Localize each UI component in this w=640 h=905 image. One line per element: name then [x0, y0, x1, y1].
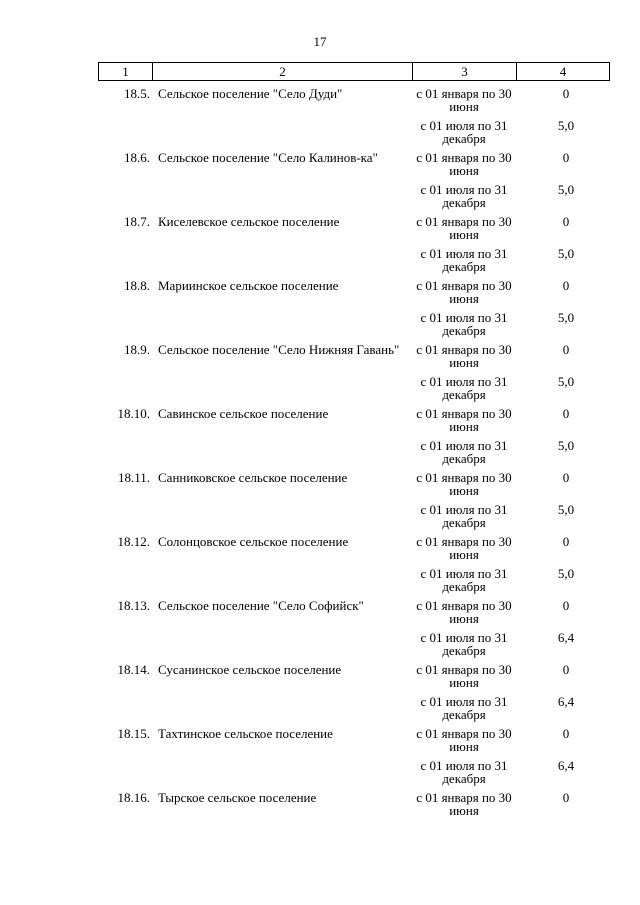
period: с 01 июля по 31 декабря [420, 246, 508, 274]
table-row [98, 663, 610, 695]
period: с 01 января по 30 июня [416, 406, 512, 434]
period: с 01 июля по 31 декабря [420, 182, 508, 210]
page-number: 17 [313, 34, 327, 49]
settlement-name: Тырское сельское поселение [158, 790, 317, 805]
period: с 01 июля по 31 декабря [420, 310, 508, 338]
table-row [98, 247, 610, 279]
settlement-name: Сельское поселение "Село Нижняя Гавань" [158, 342, 400, 357]
rate-value: 0 [562, 278, 570, 293]
rate-value: 0 [562, 86, 570, 101]
table-row [98, 439, 610, 471]
table-row [98, 791, 610, 823]
table-body [98, 87, 610, 823]
row-number: 18.5. [124, 86, 150, 101]
settlement-name: Киселевское сельское поселение [158, 214, 340, 229]
settlement-name: Мариинское сельское поселение [158, 278, 339, 293]
row-number: 18.16. [117, 790, 150, 805]
rate-value: 5,0 [557, 438, 575, 453]
table-row [98, 759, 610, 791]
rate-value: 0 [562, 662, 570, 677]
rate-value: 5,0 [557, 182, 575, 197]
row-number: 18.14. [117, 662, 150, 677]
table-row [98, 471, 610, 503]
table-row [98, 279, 610, 311]
settlement-name: Солонцовское сельское поселение [158, 534, 349, 549]
rate-value: 0 [562, 150, 570, 165]
table-row [98, 407, 610, 439]
period: с 01 июля по 31 декабря [420, 438, 508, 466]
settlement-name: Сельское поселение "Село Дуди" [158, 86, 343, 101]
settlement-name: Сусанинское сельское поселение [158, 662, 342, 677]
rate-value: 0 [562, 598, 570, 613]
table-row [98, 87, 610, 119]
table-row [98, 631, 610, 663]
table-header [98, 62, 610, 81]
rate-value: 0 [562, 214, 570, 229]
period: с 01 января по 30 июня [416, 662, 512, 690]
rate-value: 0 [562, 342, 570, 357]
period: с 01 января по 30 июня [416, 86, 512, 114]
table-row [98, 343, 610, 375]
period: с 01 июля по 31 декабря [420, 118, 508, 146]
period: с 01 июля по 31 декабря [420, 374, 508, 402]
period: с 01 января по 30 июня [416, 150, 512, 178]
table-row [98, 183, 610, 215]
period: с 01 января по 30 июня [416, 342, 512, 370]
header-col-1: 1 [99, 63, 153, 81]
settlement-name: Сельское поселение "Село Софийск" [158, 598, 364, 613]
header-col-2: 2 [153, 63, 413, 81]
header-col-4: 4 [517, 63, 610, 81]
rate-value: 6,4 [557, 758, 575, 773]
rate-value: 0 [562, 534, 570, 549]
rate-value: 5,0 [557, 118, 575, 133]
period: с 01 января по 30 июня [416, 278, 512, 306]
rate-value: 0 [562, 470, 570, 485]
table-row [98, 535, 610, 567]
rate-value: 0 [562, 790, 570, 805]
row-number: 18.13. [117, 598, 150, 613]
settlement-name: Савинское сельское поселение [158, 406, 329, 421]
table-row [98, 215, 610, 247]
period: с 01 июля по 31 декабря [420, 502, 508, 530]
period: с 01 января по 30 июня [416, 598, 512, 626]
period: с 01 января по 30 июня [416, 790, 512, 818]
rate-value: 5,0 [557, 246, 575, 261]
table-row [98, 503, 610, 535]
table-row [98, 727, 610, 759]
table-row [98, 375, 610, 407]
rate-value: 5,0 [557, 374, 575, 389]
settlement-name: Тахтинское сельское поселение [158, 726, 333, 741]
row-number: 18.15. [117, 726, 150, 741]
table-row [98, 311, 610, 343]
rate-value: 6,4 [557, 694, 575, 709]
rate-value: 0 [562, 406, 570, 421]
table-row [98, 119, 610, 151]
period: с 01 июля по 31 декабря [420, 758, 508, 786]
row-number: 18.7. [124, 214, 150, 229]
row-number: 18.10. [117, 406, 150, 421]
rate-value: 6,4 [557, 630, 575, 645]
header-col-3: 3 [413, 63, 517, 81]
rate-value: 5,0 [557, 502, 575, 517]
table-row [98, 567, 610, 599]
period: с 01 января по 30 июня [416, 726, 512, 754]
rate-value: 0 [562, 726, 570, 741]
row-number: 18.12. [117, 534, 150, 549]
row-number: 18.11. [117, 470, 150, 485]
period: с 01 января по 30 июня [416, 470, 512, 498]
table-row [98, 151, 610, 183]
settlement-name: Санниковское сельское поселение [158, 470, 348, 485]
table-row [98, 695, 610, 727]
period: с 01 января по 30 июня [416, 534, 512, 562]
rate-value: 5,0 [557, 310, 575, 325]
row-number: 18.9. [124, 342, 150, 357]
table-row [98, 599, 610, 631]
row-number: 18.6. [124, 150, 150, 165]
period: с 01 июля по 31 декабря [420, 630, 508, 658]
period: с 01 июля по 31 декабря [420, 694, 508, 722]
rate-value: 5,0 [557, 566, 575, 581]
row-number: 18.8. [124, 278, 150, 293]
settlement-name: Сельское поселение "Село Калинов-ка" [158, 150, 378, 165]
period: с 01 января по 30 июня [416, 214, 512, 242]
period: с 01 июля по 31 декабря [420, 566, 508, 594]
